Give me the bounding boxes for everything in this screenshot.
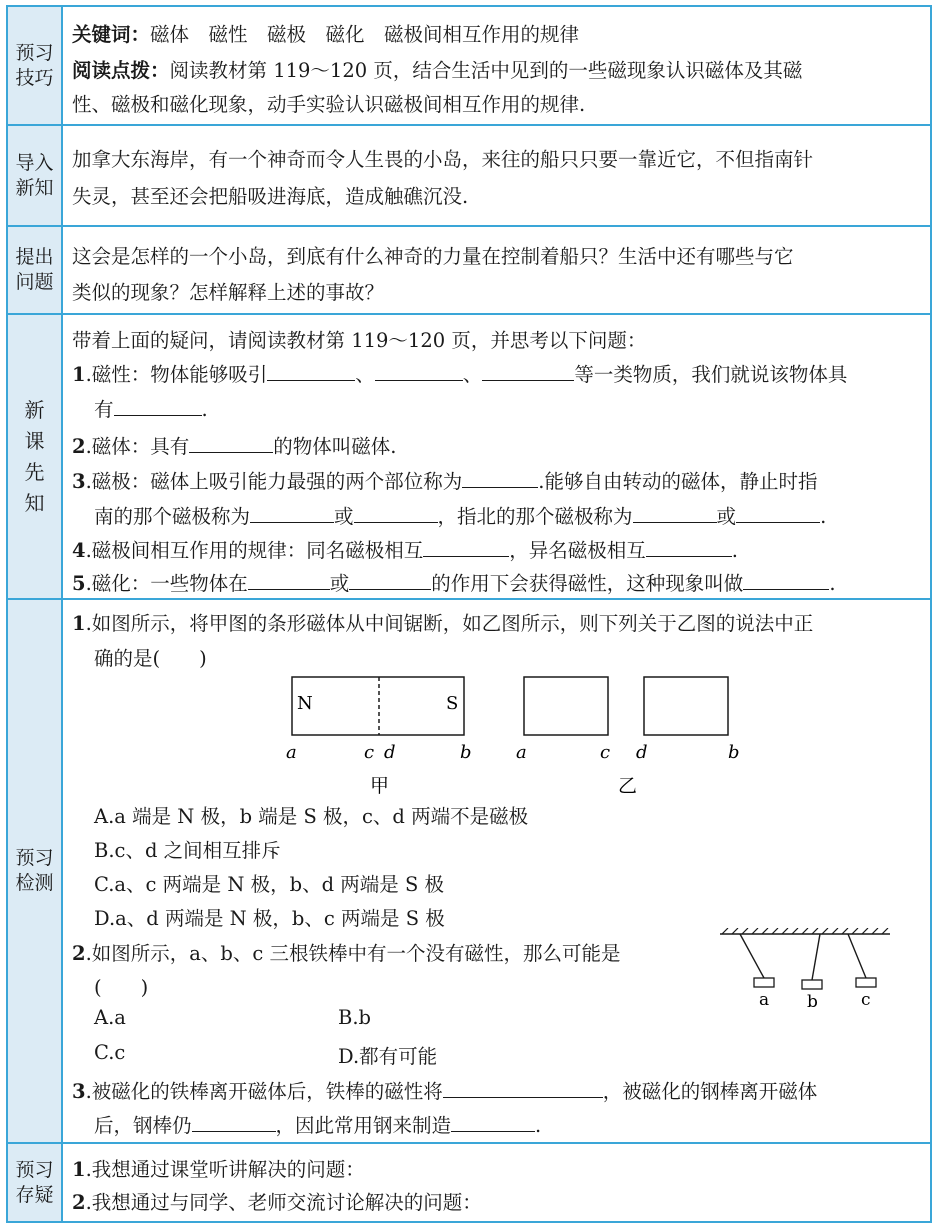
item-text: .磁极：磁体上吸引能力最强的两个部位称为	[85, 470, 463, 493]
answer-blank[interactable]	[451, 1113, 535, 1132]
magnet-half-right	[644, 677, 728, 735]
label-line: 问题	[15, 271, 54, 293]
label-line: 预习	[15, 847, 54, 870]
item-text: 或	[716, 505, 737, 528]
magnet-whole	[292, 677, 464, 735]
item-number: 2	[72, 1191, 86, 1214]
pole-s: S	[446, 693, 459, 714]
section-label	[8, 227, 63, 313]
keywords-text: 磁体 磁性 磁极 磁化 磁极间相互作用的规律	[150, 23, 580, 46]
answer-blank[interactable]	[114, 397, 202, 416]
item-text: .磁极间相互作用的规律：同名磁极相互	[85, 539, 424, 562]
end-c: c	[600, 742, 611, 763]
bar-label-a: a	[759, 990, 770, 1010]
item-text: .磁性：物体能够吸引	[85, 363, 268, 386]
iron-bar-a	[754, 978, 774, 987]
intro-line: 加拿大东海岸，有一个神奇而令人生畏的小岛，来往的船只只要一靠近它，不但指南针	[72, 148, 814, 171]
option-b[interactable]: B.b	[338, 1006, 372, 1029]
answer-blank[interactable]	[349, 571, 431, 590]
item-text: 或	[334, 505, 354, 528]
label-line: 导入	[15, 151, 54, 174]
answer-blank[interactable]	[646, 538, 732, 557]
end-a: a	[516, 742, 527, 763]
section-questions	[8, 227, 930, 315]
option-a[interactable]: A.a 端是 N 极，b 端是 S 极，c、d 两端不是磁极	[94, 805, 529, 828]
item-text: ，因此常用钢来制造	[275, 1114, 452, 1137]
reading-text: 性、磁极和磁化现象，动手实验认识磁极间相互作用的规律.	[72, 93, 586, 116]
section-label	[8, 7, 63, 124]
bar-label-b: b	[807, 992, 818, 1012]
magnet-figure	[282, 672, 762, 797]
answer-blank[interactable]	[250, 504, 334, 523]
item-text: .磁化：一些物体在	[85, 572, 248, 595]
doubt-line: .我想通过与同学、老师交流讨论解决的问题：	[85, 1191, 482, 1214]
label-line: 预习	[15, 41, 54, 64]
end-a: a	[286, 742, 297, 763]
item-text: .如图所示，将甲图的条形磁体从中间锯断，如乙图所示，则下列关于乙图的说法中正	[85, 612, 814, 635]
label-line: 存疑	[15, 1183, 54, 1206]
section-preview-check	[8, 600, 930, 1144]
doubt-line: .我想通过课堂听讲解决的问题：	[85, 1158, 365, 1181]
item-text: 等一类物质，我们就说该物体具	[574, 363, 848, 386]
answer-blank[interactable]	[189, 434, 273, 453]
item-number: 2	[72, 942, 86, 965]
section-preview-tips	[8, 7, 930, 126]
section-label	[8, 126, 63, 225]
item-text: .	[829, 572, 836, 595]
item-number: 3	[72, 1080, 86, 1103]
iron-bar-b	[802, 980, 822, 989]
iron-bar-c	[856, 978, 876, 987]
item-text: 南的那个磁极称为	[94, 505, 251, 528]
label-line: 新知	[15, 176, 54, 199]
option-d[interactable]: D.a、d 两端是 N 极，b、c 两端是 S 极	[94, 907, 445, 930]
item-text: ，被磁化的钢棒离开磁体	[602, 1080, 818, 1103]
item-text: 的物体叫磁体.	[273, 435, 397, 458]
item-text: ，指北的那个磁极称为	[437, 505, 633, 528]
answer-blank[interactable]	[482, 362, 574, 381]
end-b: b	[728, 742, 740, 763]
item-text: 有	[94, 398, 114, 421]
item-text: ( )	[94, 976, 149, 999]
label-line: 预习	[15, 1158, 54, 1181]
item-text: .被磁化的铁棒离开磁体后，铁棒的磁性将	[85, 1080, 443, 1103]
end-b: b	[460, 742, 472, 763]
label-line: 知	[24, 490, 45, 515]
keywords-label: 关键词：	[72, 23, 151, 46]
section-intro	[8, 126, 930, 227]
end-d: d	[636, 742, 648, 763]
question-line: 这会是怎样的一个小岛，到底有什么神奇的力量在控制着船只？生活中还有哪些与它	[72, 245, 794, 268]
item-text: .如图所示，a、b、c 三根铁棒中有一个没有磁性，那么可能是	[85, 942, 621, 965]
reading-label: 阅读点拨：	[72, 59, 170, 82]
item-text: .	[201, 398, 208, 421]
answer-blank[interactable]	[248, 571, 330, 590]
label-line: 检测	[15, 872, 54, 894]
answer-blank[interactable]	[443, 1079, 603, 1098]
item-number: 1	[72, 612, 86, 635]
lesson-intro: 带着上面的疑问，请阅读教材第 119～120 页，并思考以下问题：	[72, 329, 647, 352]
option-d[interactable]: D.都有可能	[338, 1045, 438, 1068]
item-text: 、	[462, 363, 483, 386]
item-text: .	[731, 539, 738, 562]
label-line: 课	[24, 428, 45, 453]
pole-n: N	[297, 693, 313, 714]
item-text: 、	[355, 363, 375, 386]
answer-blank[interactable]	[192, 1113, 276, 1132]
label-line: 技巧	[15, 66, 54, 89]
item-text: 后，钢棒仍	[94, 1114, 192, 1137]
section-label	[8, 600, 63, 1142]
item-text: 的作用下会获得磁性，这种现象叫做	[431, 572, 744, 595]
reading-text: 阅读教材第 119～120 页，结合生活中见到的一些磁现象认识磁体及其磁	[169, 59, 803, 82]
item-text: .能够自由转动的磁体，静止时指	[538, 470, 818, 493]
end-d: d	[384, 742, 396, 763]
end-c: c	[364, 742, 375, 763]
item-text: .	[535, 1114, 542, 1137]
item-number: 1	[72, 1158, 86, 1181]
answer-blank[interactable]	[354, 504, 438, 523]
thread-a	[740, 934, 764, 978]
figure-label-jia: 甲	[370, 775, 390, 797]
item-text: 或	[329, 572, 350, 595]
ceiling-hatch	[722, 928, 888, 934]
magnet-half-left	[524, 677, 608, 735]
intro-line: 失灵，甚至还会把船吸进海底，造成触礁沉没.	[72, 185, 469, 208]
figure-label-yi: 乙	[618, 775, 638, 797]
option-a[interactable]: A.a	[94, 1006, 126, 1029]
item-number: 3	[72, 470, 86, 493]
item-number: 5	[72, 572, 86, 595]
section-new-lesson	[8, 315, 930, 600]
answer-blank[interactable]	[743, 571, 829, 590]
thread-b	[812, 934, 820, 980]
section-label	[8, 315, 63, 598]
label-line: 先	[24, 459, 45, 484]
thread-c	[848, 934, 866, 978]
question-line: 类似的现象？怎样解释上述的事故？	[72, 281, 385, 304]
item-text: .磁体：具有	[85, 435, 190, 458]
label-line: 提出	[15, 246, 54, 269]
answer-blank[interactable]	[267, 362, 355, 381]
label-line: 新	[24, 397, 45, 422]
option-c[interactable]: C.a、c 两端是 N 极，b、d 两端是 S 极	[94, 873, 445, 896]
item-text: ，异名磁极相互	[509, 539, 646, 562]
option-c[interactable]: C.c	[94, 1041, 126, 1064]
answer-blank[interactable]	[462, 469, 538, 488]
worksheet	[6, 5, 932, 1223]
item-number: 4	[72, 539, 86, 562]
item-number: 2	[72, 435, 86, 458]
section-doubts	[8, 1144, 930, 1221]
bar-label-c: c	[861, 990, 871, 1010]
answer-blank[interactable]	[375, 362, 463, 381]
answer-blank[interactable]	[423, 538, 509, 557]
answer-blank[interactable]	[736, 504, 820, 523]
item-text: .	[820, 505, 827, 528]
item-text: 确的是( )	[94, 647, 207, 670]
item-number: 1	[72, 363, 86, 386]
answer-blank[interactable]	[633, 504, 717, 523]
section-label	[8, 1144, 63, 1221]
option-b[interactable]: B.c、d 之间相互排斥	[94, 839, 281, 862]
